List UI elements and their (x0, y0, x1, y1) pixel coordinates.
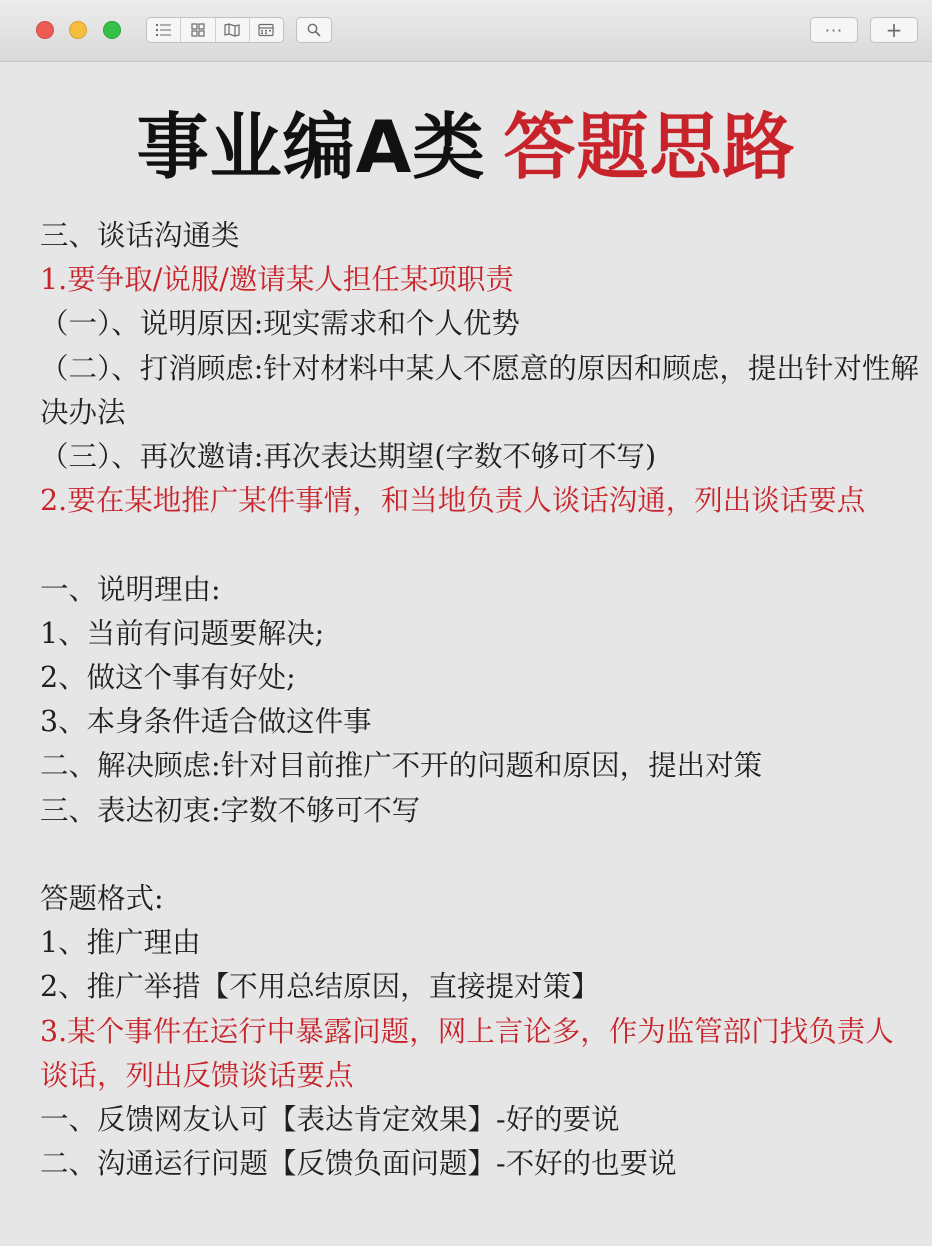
text-line: （二）、打消顾虑:针对材料中某人不愿意的原因和顾虑，提出针对性解决办法 (40, 351, 919, 429)
list-icon[interactable] (147, 18, 181, 42)
text-line: 2、做这个事有好处; (40, 661, 296, 695)
maximize-window-button[interactable] (103, 21, 121, 39)
search-icon[interactable] (296, 17, 332, 43)
blank-line (40, 833, 920, 877)
text-line: 三、谈话沟通类 (40, 219, 240, 252)
section-heading: 3.某个事件在运行中暴露问题，网上言论多，作为监管部门找负责人谈话，列出反馈谈话要点 (40, 1014, 894, 1092)
note-content (0, 62, 932, 1246)
text-line: （三）、再次邀请:再次表达期望(字数不够可不写) (40, 440, 657, 474)
text-line: 1、推广理由 (40, 926, 201, 960)
more-options-button[interactable] (810, 17, 858, 43)
text-line: （一）、说明原因:现实需求和个人优势 (40, 307, 520, 341)
text-line: 答题格式: (40, 882, 164, 916)
section-heading: 2.要在某地推广某件事情，和当地负责人谈话沟通，列出谈话要点 (40, 484, 866, 518)
close-window-button[interactable] (36, 21, 54, 39)
text-line: 二、解决顾虑:针对目前推广不开的问题和原因，提出对策 (40, 749, 763, 783)
title-bar (0, 0, 932, 62)
add-button[interactable] (870, 17, 918, 43)
grid-icon[interactable] (181, 18, 215, 42)
view-switcher (146, 17, 284, 43)
title-black-part: 事业编A类 (136, 105, 486, 189)
section-heading: 1.要争取/说服/邀请某人担任某项职责 (40, 263, 514, 297)
text-line: 1、当前有问题要解决; (40, 616, 325, 650)
text-line: 2、推广举措【不用总结原因，直接提对策】 (40, 970, 600, 1004)
more-icon: ··· (824, 20, 844, 40)
blank-line (40, 523, 920, 567)
page-title (0, 102, 932, 192)
title-red-part: 答题思路 (503, 105, 796, 189)
text-line: 二、沟通运行问题【反馈负面问题】-不好的也要说 (40, 1147, 677, 1181)
text-line: 一、说明理由: (40, 572, 221, 606)
plus-icon: + (885, 18, 903, 42)
text-line: 3、本身条件适合做这件事 (40, 705, 372, 739)
minimize-window-button[interactable] (69, 21, 87, 39)
calendar-icon[interactable] (250, 18, 283, 42)
map-icon[interactable] (216, 18, 250, 42)
text-line: 三、表达初衷:字数不够可不写 (40, 793, 421, 827)
note-body (40, 214, 920, 1186)
text-line: 一、反馈网友认可【表达肯定效果】-好的要说 (40, 1103, 620, 1137)
